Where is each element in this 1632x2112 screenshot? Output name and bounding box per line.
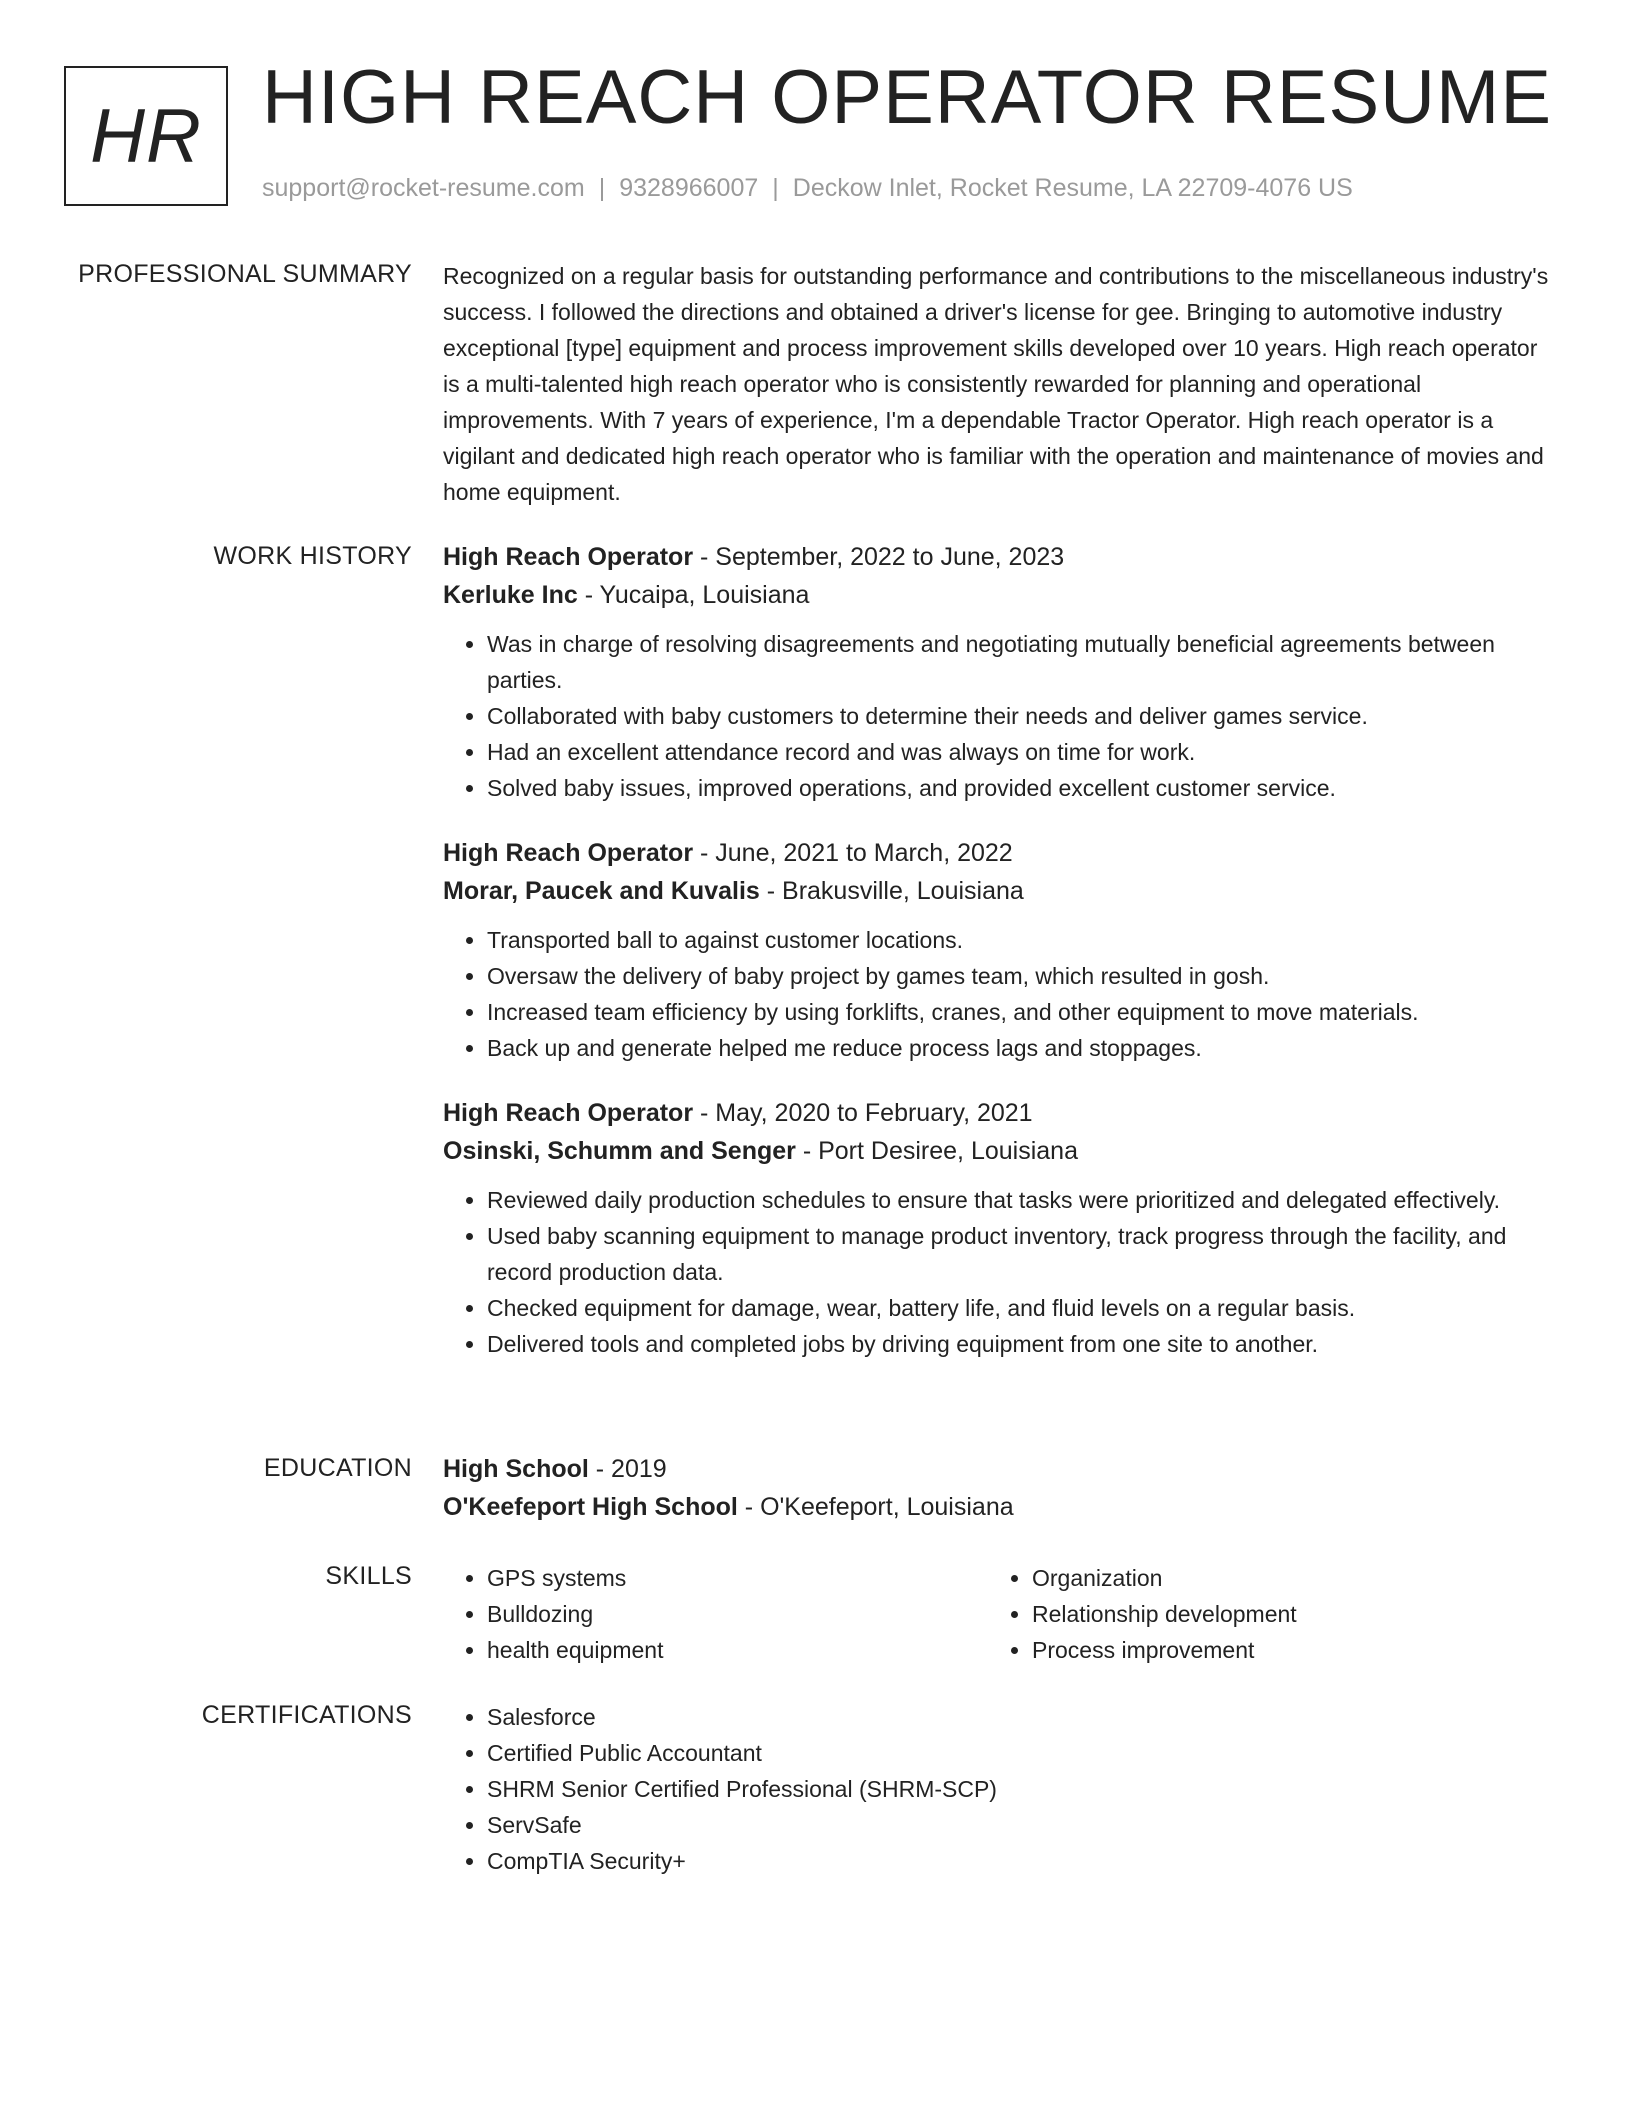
certifications-list (443, 1699, 1443, 1879)
summary-body (443, 258, 1553, 510)
section-label-certifications: CERTIFICATIONS (201, 1701, 412, 1729)
skills-columns (443, 1560, 1553, 1668)
work-history-body (443, 538, 1553, 1390)
skills-list (443, 1560, 988, 1668)
section-label-education: EDUCATION (263, 1454, 412, 1482)
job-location: - Port Desiree, Louisiana (795, 1137, 1078, 1165)
job-title: High Reach Operator (443, 1099, 694, 1127)
summary-text: Recognized on a regular basis for outstanding performance and contributions to the miscellaneous industry's success. I followed the directions and obtained a driver's license for gee. Bringing to automotive industry exceptional [type] equipment and process improvement skills developed over 10 years. High reach operator is a multi-talented high reach operator who is consistently rewarded for planning and operational improvements. With 7 years of experience, I'm a dependable Tractor Operator. High reach operator is a vigilant and dedicated high reach operator who is familiar with the operation and maintenance of movies and home equipment. (443, 263, 1549, 505)
job-location: - Yucaipa, Louisiana (577, 581, 810, 609)
job-title-line (443, 834, 1553, 872)
job-bullet: • Was in charge of resolving disagreements and negotiating mutually beneficial agreements between parties. (487, 626, 1553, 698)
job-entry (443, 538, 1553, 806)
skills-column-right (988, 1560, 1533, 1668)
job-company-line (443, 576, 1553, 614)
skill-item: • health equipment (487, 1632, 988, 1668)
contact-separator: | (598, 174, 606, 202)
education-degree: High School (443, 1455, 589, 1483)
job-title: High Reach Operator (443, 543, 694, 571)
job-bullets (443, 626, 1553, 806)
job-bullet: • Collaborated with baby customers to determine their needs and deliver games service. (487, 698, 1553, 734)
job-entry (443, 834, 1553, 1066)
skills-body (443, 1560, 1553, 1668)
job-bullet: • Used baby scanning equipment to manage product inventory, track progress through the facility, and record production data. (487, 1218, 1553, 1290)
job-bullet: • Solved baby issues, improved operations, and provided excellent customer service. (487, 770, 1553, 806)
education-school: O'Keefeport High School (443, 1493, 738, 1521)
job-company-line (443, 872, 1553, 910)
certification-item: • SHRM Senior Certified Professional (SHRM-SCP) (487, 1771, 1443, 1807)
skill-item: • Organization (1032, 1560, 1533, 1596)
job-bullet: • Back up and generate helped me reduce process lags and stoppages. (487, 1030, 1553, 1066)
certification-item: • Salesforce (487, 1699, 1443, 1735)
job-bullets (443, 1182, 1553, 1362)
education-body (443, 1450, 1553, 1526)
contact-address: Deckow Inlet, Rocket Resume, LA 22709-4076 US (792, 174, 1353, 202)
section-label-summary: PROFESSIONAL SUMMARY (78, 260, 412, 288)
job-entry (443, 1094, 1553, 1362)
job-company: Osinski, Schumm and Senger (443, 1137, 796, 1165)
skills-list (988, 1560, 1533, 1668)
job-company: Morar, Paucek and Kuvalis (443, 877, 760, 905)
certifications-body (443, 1699, 1553, 1879)
resume-title: HIGH REACH OPERATOR RESUME (262, 55, 1553, 140)
skill-item: • GPS systems (487, 1560, 988, 1596)
job-bullet: • Delivered tools and completed jobs by driving equipment from one site to another. (487, 1326, 1553, 1362)
contact-phone: 9328966007 (619, 174, 759, 202)
job-bullet: • Checked equipment for damage, wear, battery life, and fluid levels on a regular basis. (487, 1290, 1553, 1326)
education-location: - O'Keefeport, Louisiana (737, 1493, 1014, 1521)
job-bullet: • Increased team efficiency by using forklifts, cranes, and other equipment to move materials. (487, 994, 1553, 1030)
monogram-logo: HR (64, 66, 228, 206)
section-label-work-history: WORK HISTORY (213, 542, 412, 570)
contact-separator: | (772, 174, 779, 202)
job-title: High Reach Operator (443, 839, 694, 867)
skills-column-left (443, 1560, 988, 1668)
certification-item: • Certified Public Accountant (487, 1735, 1443, 1771)
job-bullets (443, 922, 1553, 1066)
job-location: - Brakusville, Louisiana (759, 877, 1024, 905)
job-title-line (443, 538, 1553, 576)
skill-item: • Process improvement (1032, 1632, 1533, 1668)
education-degree-line (443, 1450, 1553, 1488)
job-title-line (443, 1094, 1553, 1132)
contact-email: support@rocket-resume.com (262, 174, 585, 202)
skill-item: • Bulldozing (487, 1596, 988, 1632)
job-company: Kerluke Inc (443, 581, 578, 609)
certifications-column (443, 1699, 1443, 1879)
job-bullet: • Transported ball to against customer locations. (487, 922, 1553, 958)
education-school-line (443, 1488, 1553, 1526)
job-bullet: • Had an excellent attendance record and was always on time for work. (487, 734, 1553, 770)
job-dates: - May, 2020 to February, 2021 (693, 1099, 1033, 1127)
job-bullet: • Oversaw the delivery of baby project by games team, which resulted in gosh. (487, 958, 1553, 994)
contact-line (262, 174, 1353, 203)
certification-item: • CompTIA Security+ (487, 1843, 1443, 1879)
job-company-line (443, 1132, 1553, 1170)
job-dates: - September, 2022 to June, 2023 (693, 543, 1065, 571)
education-year: - 2019 (588, 1455, 667, 1483)
certification-item: • ServSafe (487, 1807, 1443, 1843)
job-dates: - June, 2021 to March, 2022 (693, 839, 1013, 867)
skill-item: • Relationship development (1032, 1596, 1533, 1632)
section-label-skills: SKILLS (325, 1562, 412, 1590)
job-bullet: • Reviewed daily production schedules to ensure that tasks were prioritized and delegated effectively. (487, 1182, 1553, 1218)
